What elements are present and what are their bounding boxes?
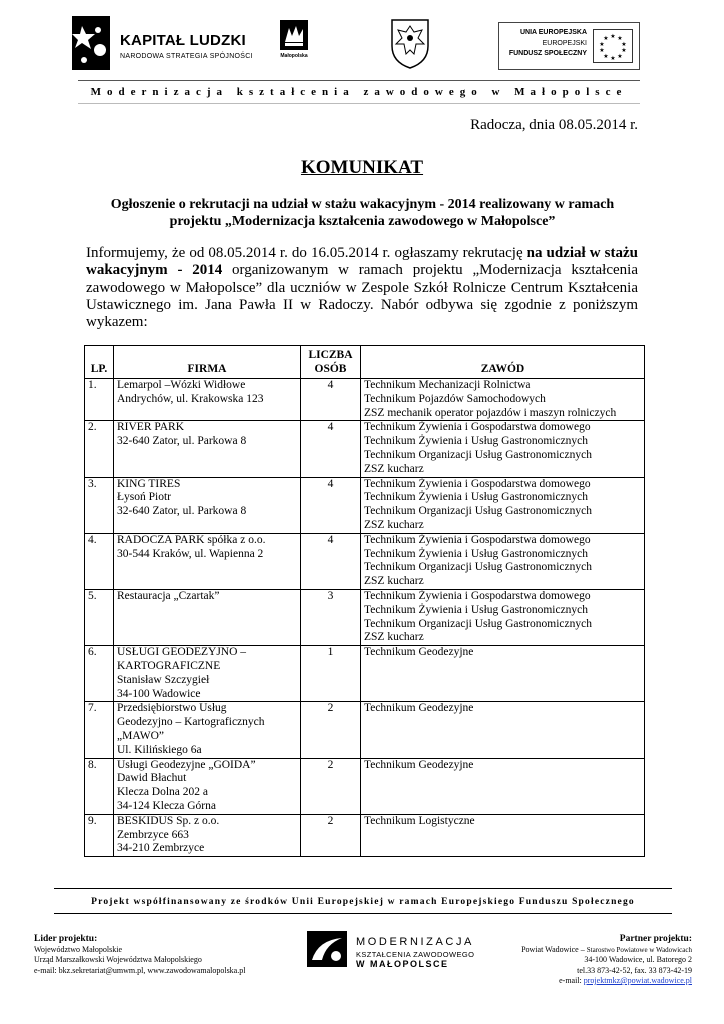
firm-line: Zembrzyce 663 (117, 828, 189, 841)
firm-line: Przedsiębiorstwo Usług (117, 702, 227, 715)
job-line: Technikum Geodezyjne (364, 702, 474, 715)
svg-text:★: ★ (621, 47, 627, 54)
cell-count: 4 (301, 477, 361, 533)
header-lp: LP. (85, 346, 114, 379)
table-header-row (85, 346, 645, 379)
firm-line: KARTOGRAFICZNE (117, 659, 221, 672)
cell-lp: 9. (85, 814, 114, 856)
svg-text:★: ★ (617, 53, 623, 60)
cell-firm (114, 758, 301, 814)
malopolska-logo (276, 20, 312, 66)
job-line: ZSZ kucharz (364, 575, 424, 588)
firm-line: Geodezyjno – Kartograficznych (117, 716, 265, 729)
cell-firm (114, 589, 301, 645)
leader-line-1: Województwo Małopolskie (34, 944, 123, 954)
cell-lp: 7. (85, 702, 114, 758)
cell-count: 4 (301, 533, 361, 589)
project-leader-info (34, 934, 284, 976)
partner-email-link[interactable]: projektmkz@powiat.wadowice.pl (583, 976, 692, 985)
firm-line: 34-124 Klecza Górna (117, 799, 216, 812)
recruitment-table (84, 345, 645, 857)
cell-job (361, 702, 645, 758)
intro-text-end: organizowanym w ramach projektu „Modernizacja kształcenia zawodowego w Małopolsce” dla uczniów w Zespole Szkół Rolnicze Centrum Kształcenia Ustawicznego im. Jana Pawła II w Radoczy. Nabór odbywa się zgodnie z poniższym wykazem: (86, 262, 638, 331)
cell-job (361, 421, 645, 477)
job-line: Technikum Geodezyjne (364, 758, 474, 771)
job-line: Technikum Organizacji Usług Gastronomicznych (364, 448, 592, 461)
job-line: ZSZ kucharz (364, 631, 424, 644)
table-body (85, 379, 645, 857)
partner-name: Powiat Wadowice – (521, 944, 587, 954)
kapital-ludzki-emblem-icon (72, 16, 110, 70)
modernizacja-region: W MAŁOPOLSCE (356, 959, 449, 969)
footer-divider-top (54, 888, 672, 889)
firm-line: RADOCZA PARK spółka z o.o. (117, 533, 266, 546)
intro-text-start: Informujemy, że od 08.05.2014 r. do 16.05.2014 r. ogłaszamy rekrutację (86, 245, 527, 261)
job-line: Technikum Żywienia i Usług Gastronomicznych (364, 547, 589, 560)
firm-line: 30-544 Kraków, ul. Wapienna 2 (117, 547, 264, 560)
kapital-ludzki-title: KAPITAŁ LUDZKI (120, 32, 246, 49)
table-row (85, 646, 645, 702)
firm-line: 34-210 Zembrzyce (117, 842, 205, 855)
firm-line: 32-640 Zator, ul. Parkowa 8 (117, 435, 247, 448)
job-line: Technikum Żywienia i Gospodarstwa domowego (364, 477, 591, 490)
firm-line: KING TIRES (117, 477, 181, 490)
cell-job (361, 589, 645, 645)
svg-text:★: ★ (603, 35, 609, 42)
partner-line-1 (442, 945, 692, 956)
job-line: Technikum Żywienia i Usług Gastronomicznych (364, 435, 589, 448)
cell-lp: 2. (85, 421, 114, 477)
modernizacja-subtitle: KSZTAŁCENIA ZAWODOWEGO (356, 950, 475, 959)
kapital-ludzki-subtitle: NARODOWA STRATEGIA SPÓJNOŚCI (120, 53, 253, 60)
intro-text-bold: na udział w stażu wakacyjnym - 2014 (86, 245, 638, 279)
project-name-banner: Modernizacja kształcenia zawodowego w Małopolsce (90, 86, 628, 98)
svg-text:★: ★ (599, 41, 605, 48)
cell-count: 2 (301, 758, 361, 814)
table-row (85, 379, 645, 421)
modernizacja-emblem-icon (306, 930, 348, 968)
firm-line: Łysoń Piotr (117, 491, 171, 504)
cell-firm (114, 379, 301, 421)
cell-lp: 4. (85, 533, 114, 589)
job-line: Technikum Organizacji Usług Gastronomicznych (364, 505, 592, 518)
firm-line: Lemarpol –Wózki Widłowe (117, 379, 246, 391)
firm-line: Restauracja „Czartak” (117, 589, 220, 602)
footer-divider-bottom (54, 913, 672, 914)
cell-count: 3 (301, 589, 361, 645)
job-line: Technikum Żywienia i Gospodarstwa domowego (364, 589, 591, 602)
cell-firm (114, 533, 301, 589)
cell-firm (114, 814, 301, 856)
document-date: Radocza, dnia 08.05.2014 r. (470, 117, 638, 133)
intro-paragraph (86, 245, 638, 331)
cell-job (361, 758, 645, 814)
cell-job (361, 477, 645, 533)
header-job: ZAWÓD (361, 346, 645, 379)
header-count (301, 346, 361, 379)
table-row (85, 814, 645, 856)
eu-label-union: UNIA EUROPEJSKA (519, 29, 587, 36)
job-line: ZSZ kucharz (364, 462, 424, 475)
firm-line: Usługi Geodezyjne „GOIDA” (117, 758, 256, 771)
svg-text:★: ★ (610, 33, 616, 40)
table-row (85, 421, 645, 477)
eagle-crest-icon (388, 16, 432, 70)
job-line: Technikum Żywienia i Usług Gastronomicznych (364, 603, 589, 616)
table-row (85, 533, 645, 589)
table-row (85, 702, 645, 758)
firm-line: Ul. Kilińskiego 6a (117, 743, 202, 756)
svg-text:★: ★ (621, 41, 627, 48)
svg-text:★: ★ (599, 47, 605, 54)
firm-line: Dawid Błachut (117, 772, 187, 785)
document-title: KOMUNIKAT (300, 157, 424, 178)
header-count-line-2: OSÓB (314, 363, 347, 376)
firm-line: Klecza Dolna 202 a (117, 786, 209, 799)
firm-line: Stanisław Szczygieł (117, 673, 210, 686)
svg-text:★: ★ (610, 55, 616, 62)
job-line: Technikum Żywienia i Gospodarstwa domowego (364, 421, 591, 434)
cell-count: 2 (301, 814, 361, 856)
subtitle-line-2: projektu „Modernizacja kształcenia zawodowego w Małopolsce” (169, 214, 556, 229)
firm-line: USŁUGI GEODEZYJNO – (117, 646, 247, 659)
malopolska-label: Małopolska (280, 53, 308, 59)
partner-email-label: e-mail: (559, 976, 584, 985)
job-line: Technikum Geodezyjne (364, 646, 474, 659)
partner-heading: Partner projektu: (619, 934, 692, 944)
job-line: Technikum Żywienia i Gospodarstwa domowego (364, 533, 591, 546)
cell-count: 4 (301, 379, 361, 421)
job-line: ZSZ mechanik operator pojazdów i maszyn rolniczych (364, 406, 617, 419)
eu-logo (498, 22, 640, 70)
cell-lp: 6. (85, 646, 114, 702)
modernizacja-title: MODERNIZACJA (356, 936, 474, 948)
table-row (85, 477, 645, 533)
cell-count: 2 (301, 702, 361, 758)
svg-text:★: ★ (617, 35, 623, 42)
partner-office: Starostwo Powiatowe w Wadowicach (586, 945, 692, 954)
cell-firm (114, 421, 301, 477)
subtitle-line-1: Ogłoszenie o rekrutacji na udział w stażu wakacyjnym - 2014 realizowany w ramach (110, 197, 615, 212)
job-line: Technikum Organizacji Usług Gastronomicznych (364, 617, 592, 630)
table-row (85, 758, 645, 814)
cell-count: 1 (301, 646, 361, 702)
partner-line-3: tel.33 873-42-52, fax. 33 873-42-19 (577, 965, 692, 975)
leader-line-2: Urząd Marszałkowski Województwa Małopolskiego (34, 955, 202, 964)
firm-line: BESKIDUS Sp. z o.o. (117, 814, 220, 827)
header-firm: FIRMA (114, 346, 301, 379)
table-row (85, 589, 645, 645)
job-line: Technikum Żywienia i Usług Gastronomicznych (364, 491, 589, 504)
cell-firm (114, 702, 301, 758)
cell-job (361, 533, 645, 589)
partner-line-2: 34-100 Wadowice, ul. Batorego 2 (584, 955, 692, 964)
eu-flag-icon (593, 29, 633, 63)
partner-line-4 (442, 976, 692, 987)
firm-line: 34-100 Wadowice (117, 687, 201, 700)
job-line: Technikum Organizacji Usług Gastronomicznych (364, 561, 592, 574)
header-divider (78, 80, 640, 81)
firm-line: „MAWO” (117, 729, 164, 742)
cell-job (361, 814, 645, 856)
job-line: Technikum Mechanizacji Rolnictwa (364, 379, 531, 391)
job-line: ZSZ kucharz (364, 518, 424, 531)
leader-heading: Lider projektu: (34, 934, 98, 944)
leader-line-3: e-mail: bkz.sekretariat@umwm.pl, www.zawodowamalopolska.pl (34, 965, 246, 975)
svg-text:★: ★ (603, 53, 609, 60)
job-line: Technikum Pojazdów Samochodowych (364, 392, 546, 405)
header-count-line-1: LICZBA (308, 349, 353, 362)
cell-lp: 5. (85, 589, 114, 645)
firm-line: 32-640 Zator, ul. Parkowa 8 (117, 505, 247, 518)
eu-label-european: EUROPEJSKI (542, 40, 587, 47)
job-line: Technikum Logistyczne (364, 814, 475, 827)
eu-label-fund: FUNDUSZ SPOŁECZNY (508, 50, 587, 57)
firm-line: Andrychów, ul. Krakowska 123 (117, 392, 264, 405)
malopolska-emblem-icon (280, 20, 308, 50)
cell-lp: 8. (85, 758, 114, 814)
firm-line: RIVER PARK (117, 421, 184, 434)
kapital-ludzki-logo (72, 16, 252, 72)
cofinancing-note: Projekt współfinansowany ze środków Unii Europejskiej w ramach Europejskiego Funduszu Społecznego (91, 897, 635, 907)
cell-job (361, 379, 645, 421)
header-divider-lower (78, 103, 640, 104)
cell-firm (114, 477, 301, 533)
cell-firm (114, 646, 301, 702)
project-partner-info (442, 934, 692, 987)
cell-lp: 3. (85, 477, 114, 533)
document-subtitle (90, 196, 635, 230)
cell-count: 4 (301, 421, 361, 477)
cell-job (361, 646, 645, 702)
cell-lp: 1. (85, 379, 114, 421)
